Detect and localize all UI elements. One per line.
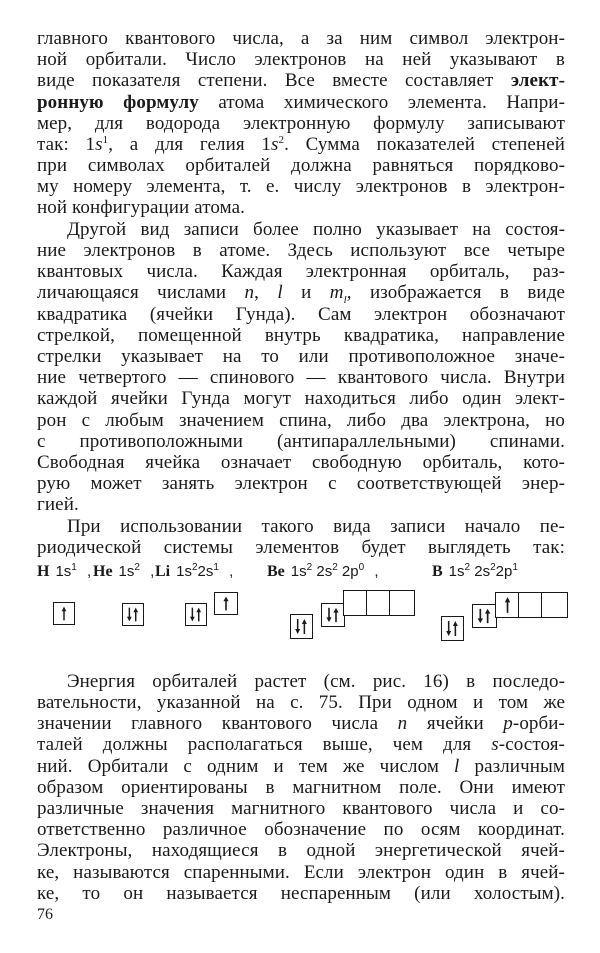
separator: , xyxy=(370,563,379,580)
spin-arrow-icon xyxy=(322,604,344,626)
text-line: каждой ячейки Гунда могут находиться либо один элект- xyxy=(37,388,565,409)
config-label-li xyxy=(155,563,233,581)
text-span: и xyxy=(282,282,330,303)
orbital-term: 1s xyxy=(55,563,72,580)
text-span: ячейки xyxy=(407,713,504,734)
orbital-term: 2s xyxy=(470,563,491,580)
text-span: , xyxy=(254,282,278,303)
bold-term: ронную формулу xyxy=(37,92,199,113)
spin-arrow-icon xyxy=(215,593,237,614)
spin-arrow-icon xyxy=(54,603,74,624)
hund-cell-empty xyxy=(541,592,568,618)
quantum-number-n: n xyxy=(244,282,255,303)
text-line: рую может занять электрон с соответствующей энер- xyxy=(37,473,565,494)
orbital-term: 2s xyxy=(312,563,333,580)
quantum-number-l: l xyxy=(454,756,460,777)
text-line: квадратика (ячейки Гунда). Сам электрон обозначают xyxy=(37,304,565,325)
hund-cell-single-electron xyxy=(495,592,520,618)
electron-count: 2 xyxy=(490,562,496,573)
electron-count: 2 xyxy=(134,562,140,573)
text-span: -состоя- xyxy=(498,734,565,755)
text-span: значении главного квантового числа xyxy=(37,713,398,734)
orbital-term: 2p xyxy=(495,563,513,580)
orbital-term: 1s xyxy=(290,563,307,580)
orbital-term: 2s xyxy=(197,563,214,580)
text-line: Энергия орбиталей растет (см. рис. 16) в последо- xyxy=(67,671,565,692)
hund-cell-paired-electrons xyxy=(441,616,464,641)
text-line: мер, для водорода электронную формулу записывают xyxy=(37,113,565,134)
text-span: талей должны располагаться выше, чем для xyxy=(37,734,492,755)
electron-count: 1 xyxy=(213,562,219,573)
element-symbol: He xyxy=(93,563,113,580)
hund-cell-paired-electrons xyxy=(290,614,313,639)
orbital-term: 1s xyxy=(176,563,192,580)
config-label-b xyxy=(432,563,518,581)
page-number: 76 xyxy=(37,906,53,923)
hund-cell-paired-electrons xyxy=(122,603,144,626)
text-span: ний. Орбитали с одним и тем же числом xyxy=(37,756,455,777)
orbital-symbol: p xyxy=(503,713,513,734)
orbital-term: 2p xyxy=(337,563,359,580)
text-line: образом ориентированы в магнитном поле. Они имеют xyxy=(37,777,565,798)
orbital-term: 1s xyxy=(118,563,135,580)
text-line: при символах орбиталей должна равняться порядково- xyxy=(37,155,565,176)
orbital-term: 1s xyxy=(448,563,465,580)
electron-count: 0 xyxy=(358,562,365,573)
subscript: l xyxy=(343,293,347,306)
element-symbol: Be xyxy=(267,563,285,580)
orbital-symbol: s xyxy=(95,134,103,155)
text-line xyxy=(37,756,565,778)
text-line xyxy=(37,734,565,756)
quantum-number-m: m xyxy=(329,282,344,303)
text-line: гией. xyxy=(37,494,79,515)
electron-count: 2 xyxy=(464,562,471,573)
spin-arrow-icon xyxy=(186,604,206,625)
text-line: ответственно различное обозначение по осям координат. xyxy=(37,819,565,840)
quantum-number-l: l xyxy=(277,282,283,303)
config-label-be xyxy=(267,563,379,581)
config-label-he xyxy=(93,563,154,581)
text-line xyxy=(37,282,565,304)
text-line: му номеру элемента, т. е. числу электронов в электрон- xyxy=(37,176,565,197)
text-span: различным xyxy=(459,756,565,777)
electron-count: 1 xyxy=(512,562,518,573)
separator: , xyxy=(224,563,234,580)
text-span: виде показателя степени. Все вместе составляет xyxy=(37,70,511,91)
text-line: различные значения магнитного квантового числа и со- xyxy=(37,798,565,819)
element-symbol: Li xyxy=(155,563,171,580)
text-span: . Сумма показателей степеней xyxy=(284,134,566,155)
exponent: 1 xyxy=(102,134,109,146)
text-line: риодической системы элементов будет выглядеть так: xyxy=(37,537,565,558)
text-line: главного квантового числа, а за ним символ электрон- xyxy=(37,28,565,49)
text-line: стрелкой, помещенной внутрь квадратика, направление xyxy=(37,325,565,346)
text-line: ние четвертого — спинового — квантового числа. Внутри xyxy=(37,367,565,388)
text-line: стрелки указывает на то или противоположное значе- xyxy=(37,346,565,367)
hund-cell-single-electron xyxy=(214,592,238,615)
text-line: ке, называются спаренными. Если электрон один в ячей- xyxy=(37,862,565,883)
hund-cell-paired-electrons xyxy=(472,604,497,628)
text-line: с противоположными (антипараллельными) спинами. xyxy=(37,431,565,452)
text-line: ной орбитали. Число электронов на ней указывают в xyxy=(37,49,565,70)
text-line xyxy=(37,70,565,92)
text-span: , а для гелия 1 xyxy=(108,134,271,155)
electron-count: 2 xyxy=(191,562,198,573)
separator: , xyxy=(82,563,92,580)
electron-count: 1 xyxy=(71,562,77,573)
hund-cell-empty xyxy=(343,590,368,616)
electron-count: 2 xyxy=(306,562,313,573)
orbital-symbol: s xyxy=(270,134,279,155)
text-span: личающаяся числами xyxy=(37,282,245,303)
text-line xyxy=(37,134,565,156)
spin-arrow-icon xyxy=(123,604,143,625)
text-line: ной конфигурации атома. xyxy=(37,197,245,218)
hund-cell-paired-electrons xyxy=(185,603,207,626)
text-span: -орби- xyxy=(512,713,565,734)
exponent: 2 xyxy=(278,134,285,146)
hund-cell-empty xyxy=(366,590,391,616)
element-symbol: H xyxy=(37,563,50,580)
quantum-number-n: n xyxy=(397,713,408,734)
text-line: ние электронов в атоме. Здесь используют все четыре xyxy=(37,240,565,261)
text-line: При использовании такого вида записи начало пе- xyxy=(67,516,565,537)
config-label-h xyxy=(37,563,91,581)
text-span: так: 1 xyxy=(37,134,96,155)
bold-term: элект- xyxy=(510,70,565,91)
spin-arrow-icon xyxy=(291,615,312,638)
text-line: вательности, указанной на с. 75. При одном и том же xyxy=(37,692,565,713)
text-line: квантовых числа. Каждая электронная орбиталь, раз- xyxy=(37,261,565,282)
hund-cell-empty xyxy=(389,590,415,616)
spin-arrow-icon xyxy=(442,617,463,640)
hund-cell-empty xyxy=(518,592,543,618)
text-line xyxy=(37,92,565,114)
spin-arrow-icon xyxy=(496,593,519,617)
text-span: , изображается в виде xyxy=(346,282,565,303)
hund-cell-diagram xyxy=(0,555,600,650)
orbital-symbol: s xyxy=(491,734,499,755)
hund-cell-paired-electrons xyxy=(321,603,345,627)
separator: , xyxy=(145,563,155,580)
text-line: рон с любым значением спина, либо два электрона, но xyxy=(37,410,565,431)
text-line: Свободная ячейка означает свободную орбиталь, кото- xyxy=(37,452,565,473)
text-line: Другой вид записи более полно указывает на состоя- xyxy=(67,219,565,240)
spin-arrow-icon xyxy=(473,605,496,627)
text-line: ке, то он называется неспаренным (или холостым). xyxy=(37,883,565,904)
element-symbol: B xyxy=(432,563,443,580)
electron-count: 2 xyxy=(332,562,338,573)
hund-cell-single-electron xyxy=(53,602,75,625)
text-line xyxy=(37,713,565,735)
text-span: атома химического элемента. Напри- xyxy=(198,92,565,113)
text-line: Электроны, находящиеся в одной энергетической ячей- xyxy=(37,840,565,861)
